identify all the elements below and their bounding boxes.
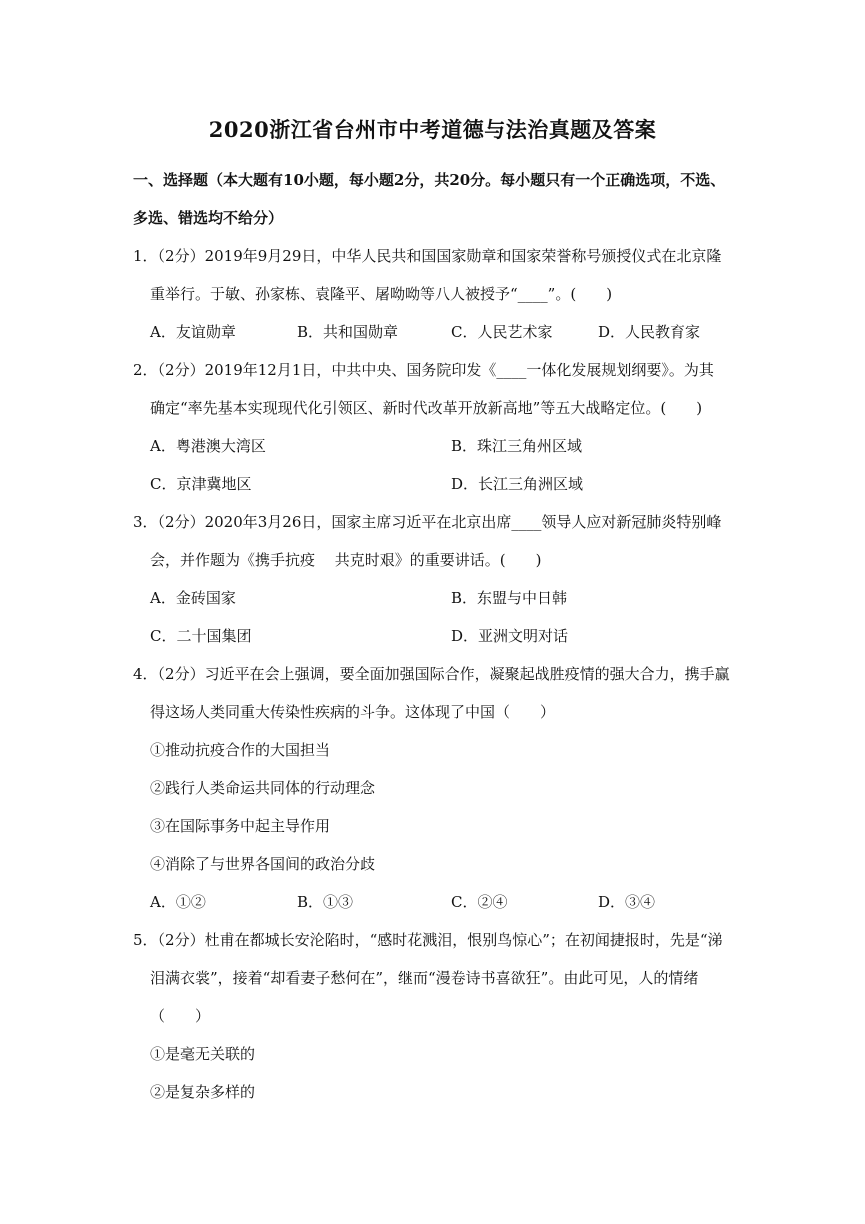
- question-4-option-a: A．①②: [150, 893, 206, 911]
- question-4-option-b: B．①③: [297, 893, 354, 911]
- question-5-item-1: ①是毫无关联的: [150, 1045, 256, 1063]
- question-2-line-2: 确定“率先基本实现现代化引领区、新时代改革开放新高地”等五大战略定位。( ): [150, 399, 703, 417]
- section-heading-line-2: 多选、错选均不给分）: [133, 209, 284, 227]
- question-3-option-b: B．东盟与中日韩: [451, 589, 568, 607]
- question-4-option-d: D．③④: [598, 893, 656, 911]
- question-4-option-c: C．②④: [451, 893, 508, 911]
- question-5-line-2: 泪满衣裳”，接着“却看妻子愁何在”，继而“漫卷诗书喜欲狂”。由此可见，人的情绪: [150, 969, 699, 987]
- question-1-option-b: B．共和国勋章: [297, 323, 399, 341]
- question-2-option-b: B．珠江三角州区域: [451, 437, 583, 455]
- question-4-item-2: ②践行人类命运共同体的行动理念: [150, 779, 376, 797]
- question-2-option-a: A．粤港澳大湾区: [150, 437, 266, 455]
- question-3-option-a: A．金砖国家: [150, 589, 236, 607]
- question-4-line-1: 4．（2分）习近平在会上强调，要全面加强国际合作，凝聚起战胜疫情的强大合力，携手赢: [133, 665, 730, 683]
- question-4-item-3: ③在国际事务中起主导作用: [150, 817, 331, 835]
- question-2-option-c: C．京津冀地区: [150, 475, 252, 493]
- question-3-line-1: 3．（2分）2020年3月26日，国家主席习近平在北京出席____领导人应对新冠肺炎特别峰: [133, 513, 722, 531]
- question-2-option-d: D．长江三角洲区域: [451, 475, 584, 493]
- question-1-option-a: A．友谊勋章: [150, 323, 236, 341]
- question-5-line-1: 5．（2分）杜甫在都城长安沦陷时，“感时花溅泪，恨别鸟惊心”；在初闻捷报时，先是“涕: [133, 931, 723, 949]
- question-3-option-d: D．亚洲文明对话: [451, 627, 569, 645]
- question-1-line-2: 重举行。于敏、孙家栋、袁隆平、屠呦呦等八人被授予“____”。( ): [150, 285, 613, 303]
- question-3-option-c: C．二十国集团: [150, 627, 252, 645]
- question-2-line-1: 2．（2分）2019年12月1日，中共中央、国务院印发《____一体化发展规划纲要》。为其: [133, 361, 714, 379]
- question-4-item-1: ①推动抗疫合作的大国担当: [150, 741, 331, 759]
- question-1-line-1: 1．（2分）2019年9月29日，中华人民共和国国家勋章和国家荣誉称号颁授仪式在北京隆: [133, 247, 722, 265]
- question-1-option-c: C．人民艺术家: [451, 323, 553, 341]
- document-title: 2020浙江省台州市中考道德与法治真题及答案: [208, 117, 657, 142]
- question-5-line-3: （ ）: [150, 1007, 211, 1025]
- question-4-item-4: ④消除了与世界各国间的政治分歧: [150, 855, 376, 873]
- question-3-line-2: 会，并作题为《携手抗疫 共克时艰》的重要讲话。( ): [150, 551, 542, 569]
- section-heading-line-1: 一、选择题（本大题有10小题，每小题2分，共20分。每小题只有一个正确选项，不选、: [133, 171, 726, 189]
- question-4-line-2: 得这场人类同重大传染性疾病的斗争。这体现了中国（ ）: [150, 703, 556, 721]
- question-5-item-2: ②是复杂多样的: [150, 1083, 256, 1101]
- question-1-option-d: D．人民教育家: [598, 323, 701, 341]
